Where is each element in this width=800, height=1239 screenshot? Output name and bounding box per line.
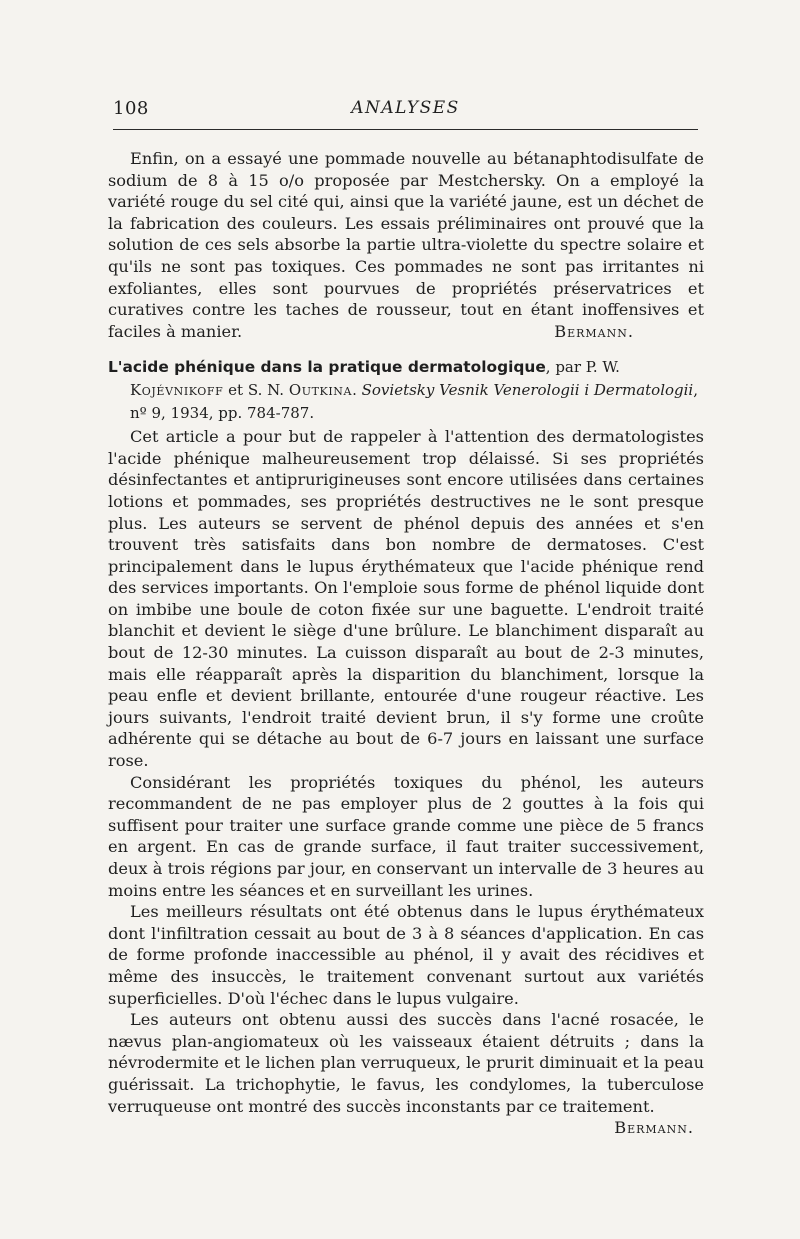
article-body bbox=[108, 148, 704, 1139]
review1-paragraph: Enfin, on a essayé une pommade nouvelle au bétanaphtodisulfate de sodium de 8 à 15 o/o proposée par Mestchersky. On a employé la variété rouge du sel cité qui, ainsi que la variété jaune, est un déchet de la fabrication des couleurs. Les essais préliminaires ont prouvé que la solution de ces sels absorbe la partie ultra-violette du spectre solaire et qu'ils ne sont pas toxiques. Ces pommades ne sont pas irritantes ni exfoliantes, elles sont pourvues de propriétés préservatrices et curatives contre les taches de rousseur, tout en étant inoffensives et faciles à manier. bbox=[108, 149, 704, 341]
review2-sep: . bbox=[352, 380, 362, 399]
review2-signature: Bermann. bbox=[614, 1118, 694, 1138]
review2-by-prefix: , par P. W. bbox=[545, 358, 620, 377]
review1-signature: Bermann. bbox=[554, 321, 634, 341]
page-number: 108 bbox=[113, 98, 149, 119]
review2-citation bbox=[108, 356, 704, 424]
review2-journal: Sovietsky Vesnik Venerologii i Dermatologii bbox=[361, 380, 694, 399]
header-rule bbox=[113, 129, 698, 130]
review2-and: et S. N. bbox=[223, 380, 289, 399]
review2-issue: , nº 9, 1934, pp. 784-787. bbox=[130, 380, 699, 422]
review2-paragraph-1: Cet article a pour but de rappeler à l'attention des dermatologistes l'acide phénique malheureusement trop délaissé. Si ses propriétés désinfectantes et antiprurigineuses sont encore utilisées dans certaines lotions et pommades, ses propriétés destructives ne le sont presque plus. Les auteurs se servent de phénol depuis des années et s'en trouvent très satisfaits dans bon nombre de dermatoses. C'est principalement dans le lupus érythémateux que l'acide phénique rend des services importants. On l'emploie sous forme de phénol liquide dont on imbibe une boule de coton fixée sur une baguette. L'endroit traité blanchit et devient le siège d'une brûlure. Le blanchiment disparaît au bout de 12-30 minutes. La cuisson disparaît au bout de 2-3 minutes, mais elle réapparaît après la disparition du blanchiment, lorsque la peau enfle et devient brillante, entourée d'une rougeur réactive. Les jours suivants, l'endroit traité devient brun, il s'y forme une croûte adhérente qui se détache au bout de 6-7 jours en laissant une surface rose. bbox=[108, 427, 704, 771]
review2-paragraph-4: Les auteurs ont obtenu aussi des succès dans l'acné rosacée, le nævus plan-angiomateux où les vaisseaux étaient détruits ; dans la névrodermite et le lichen plan verruqueux, le prurit diminuait et la peau guérissait. La trichophytie, le favus, les condylomes, la tuberculose verruqueuse ont montré des succès inconstants par ce traitement. bbox=[108, 1010, 704, 1116]
review2-paragraph-2: Considérant les propriétés toxiques du phénol, les auteurs recommandent de ne pas employer plus de 2 gouttes à la fois qui suffisent pour traiter une surface grande comme une pièce de 5 francs en argent. En cas de grande surface, il faut traiter successivement, deux à trois régions par jour, en conservant un intervalle de 3 heures au moins entre les séances et en surveillant les urines. bbox=[108, 772, 704, 900]
review2-author1: Kojévnikoff bbox=[130, 380, 224, 399]
review2-paragraph-3: Les meilleurs résultats ont été obtenus dans le lupus érythémateux dont l'infiltration cessait au bout de 3 à 8 séances d'application. En cas de forme profonde inaccessible au phénol, il y avait des récidives et même des insuccès, le traitement convenant surtout aux variétés superficielles. D'où l'échec dans le lupus vulgaire. bbox=[108, 902, 704, 1008]
section-title: ANALYSES bbox=[351, 98, 460, 118]
review2-author2: Outkina bbox=[288, 380, 353, 399]
review2-title: L'acide phénique dans la pratique dermatologique bbox=[108, 358, 546, 377]
running-header bbox=[113, 98, 698, 132]
